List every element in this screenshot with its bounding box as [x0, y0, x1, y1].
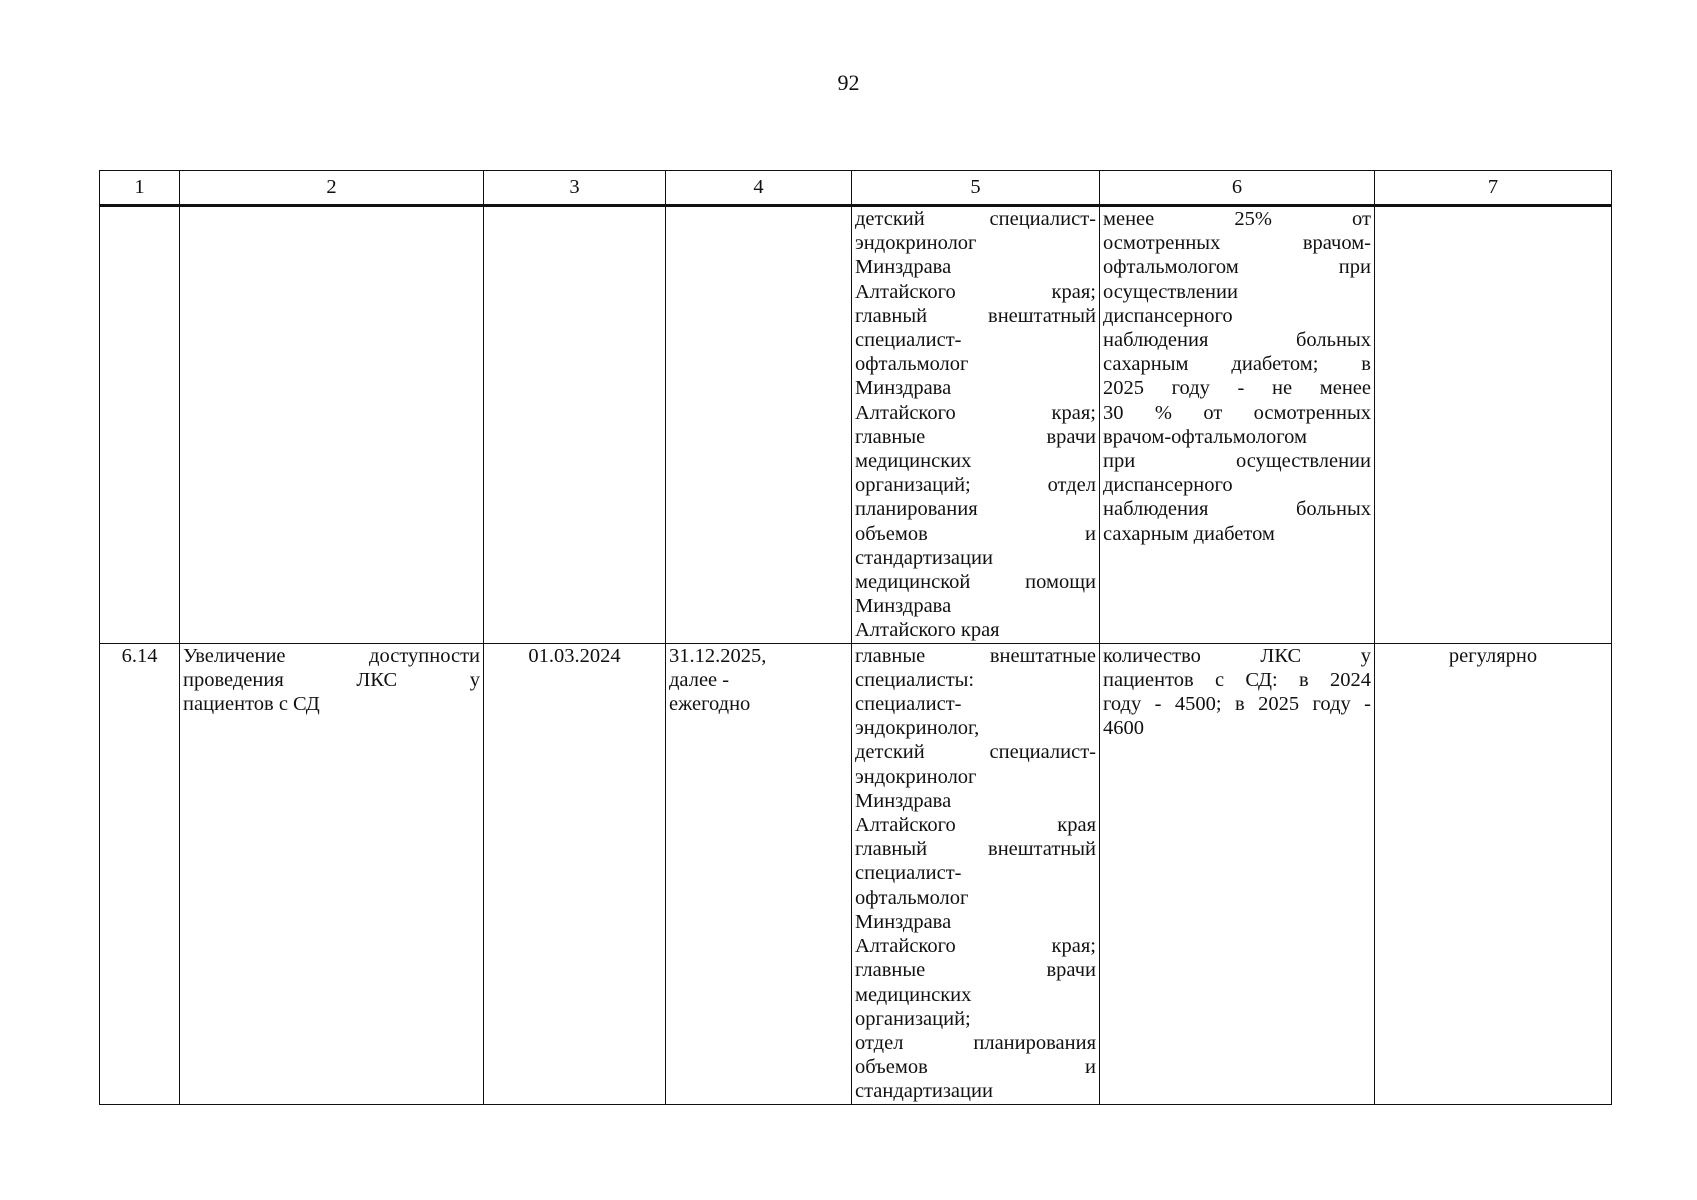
responsible-cell: [852, 643, 1100, 1104]
cell-text-line: проведения ЛКС у: [183, 668, 480, 691]
cell-text-line: Увеличение доступности: [183, 644, 480, 667]
activity-name-cell: [180, 643, 484, 1104]
cell-text-line: сахарным диабетом; в: [1103, 353, 1371, 376]
cell-text-line: Минздрава: [855, 910, 952, 933]
cell-text-line: специалисты:: [855, 668, 975, 691]
cell-text-line: офтальмологом при: [1103, 256, 1371, 279]
cell-text-line: наблюдения больных: [1103, 498, 1371, 521]
activity-table: [99, 170, 1612, 1105]
cell-text-line: Алтайского края;: [855, 935, 1096, 958]
cell-text-line: количество ЛКС у: [1103, 644, 1371, 667]
cell-text-line: организаций;: [855, 1007, 971, 1030]
cell-text-line: 30 % от осмотренных: [1103, 401, 1371, 424]
table-row: [100, 643, 1612, 1104]
cell-text-line: Минздрава: [855, 377, 952, 400]
periodicity-cell: регулярно: [1375, 643, 1612, 1104]
indicator-cell: [1100, 206, 1375, 644]
cell-text-line: диспансерного: [1103, 474, 1233, 497]
cell-text-line: специалист-: [855, 862, 962, 885]
cell-text-line: сахарным диабетом: [1103, 522, 1275, 545]
cell-text-line: стандартизации: [855, 1080, 993, 1103]
cell-text-line: медицинских: [855, 983, 972, 1006]
cell-text-line: объемов и: [855, 1056, 1096, 1079]
column-header: 3: [484, 171, 666, 206]
cell-text-line: Алтайского края: [855, 619, 1000, 642]
cell-text-line: 4600: [1103, 717, 1144, 740]
column-header: 6: [1100, 171, 1375, 206]
cell-text-line: году - 4500; в 2025 году -: [1103, 693, 1371, 716]
cell-text-line: далее -: [669, 668, 730, 691]
page-number: 92: [837, 70, 860, 95]
cell-text-line: 2025 году - не менее: [1103, 377, 1371, 400]
column-header: 1: [100, 171, 180, 206]
cell-text-line: офтальмолог: [855, 886, 969, 909]
responsible-cell: [852, 206, 1100, 644]
cell-text-line: стандартизации: [855, 546, 993, 569]
row-number-cell: 6.14: [100, 643, 180, 1104]
activity-name-lines: [183, 644, 480, 717]
cell-text-line: Минздрава: [855, 256, 952, 279]
indicator-cell: [1100, 643, 1375, 1104]
cell-text-line: наблюдения больных: [1103, 329, 1371, 352]
cell-text-line: объемов и: [855, 522, 1096, 545]
cell-text-line: эндокринолог,: [855, 717, 980, 740]
cell-text-line: осуществлении: [1103, 280, 1238, 303]
column-header: 4: [666, 171, 852, 206]
periodicity-cell: [1375, 206, 1612, 644]
column-header: 7: [1375, 171, 1612, 206]
cell-text-line: эндокринолог: [855, 232, 977, 255]
cell-text-line: пациентов с СД: в 2024: [1103, 668, 1371, 691]
column-header: 2: [180, 171, 484, 206]
column-header: 5: [852, 171, 1100, 206]
cell-text-line: осмотренных врачом-: [1103, 232, 1371, 255]
cell-text-line: менее 25% от: [1103, 208, 1371, 230]
end-date-cell: [666, 206, 852, 644]
indicator-lines: [1103, 644, 1371, 741]
cell-text-line: Минздрава: [855, 789, 952, 812]
table-row: [100, 206, 1612, 644]
cell-text-line: Алтайского края;: [855, 280, 1096, 303]
start-date-cell: 01.03.2024: [484, 643, 666, 1104]
row-number-cell: [100, 206, 180, 644]
cell-text-line: ежегодно: [669, 693, 751, 716]
cell-text-line: детский специалист-: [855, 741, 1096, 764]
cell-text-line: эндокринолог: [855, 765, 977, 788]
cell-text-line: главные врачи: [855, 959, 1096, 982]
cell-text-line: детский специалист-: [855, 208, 1096, 230]
end-date-lines: [669, 644, 848, 717]
cell-text-line: медицинской помощи: [855, 571, 1096, 594]
cell-text-line: специалист-: [855, 693, 962, 716]
cell-text-line: Алтайского края: [855, 814, 1096, 837]
cell-text-line: офтальмолог: [855, 353, 969, 376]
indicator-lines: [1103, 207, 1371, 546]
cell-text-line: организаций; отдел: [855, 474, 1096, 497]
table-header-row: [100, 171, 1612, 206]
cell-text-line: главные врачи: [855, 425, 1096, 448]
cell-text-line: врачом-офтальмологом: [1103, 425, 1307, 448]
cell-text-line: планирования: [855, 498, 978, 521]
cell-text-line: специалист-: [855, 329, 962, 352]
cell-text-line: диспансерного: [1103, 304, 1233, 327]
cell-text-line: пациентов с СД: [183, 693, 320, 716]
cell-text-line: Алтайского края;: [855, 401, 1096, 424]
cell-text-line: главный внештатный: [855, 304, 1096, 327]
cell-text-line: медицинских: [855, 450, 972, 473]
responsible-lines: [855, 207, 1096, 643]
cell-text-line: главный внештатный: [855, 838, 1096, 861]
cell-text-line: отдел планирования: [855, 1031, 1096, 1054]
activity-name-cell: [180, 206, 484, 644]
cell-text-line: при осуществлении: [1103, 450, 1371, 473]
end-date-cell: [666, 643, 852, 1104]
cell-text-line: 31.12.2025,: [669, 644, 767, 667]
cell-text-line: главные внештатные: [855, 644, 1096, 667]
cell-text-line: Минздрава: [855, 595, 952, 618]
responsible-lines: [855, 644, 1096, 1104]
start-date-cell: [484, 206, 666, 644]
